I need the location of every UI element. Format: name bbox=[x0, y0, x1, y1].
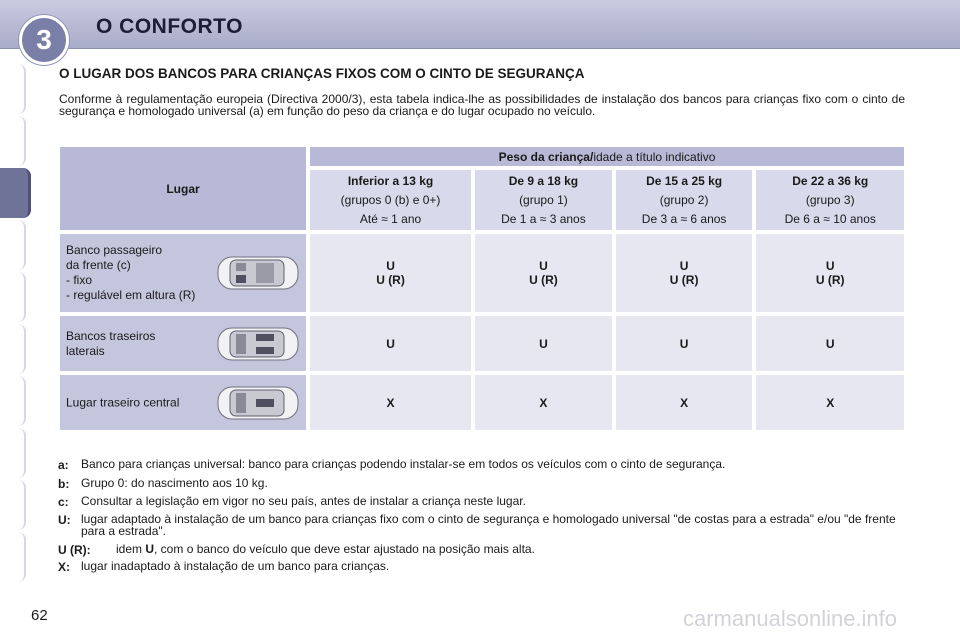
column-weight: Inferior a 13 kg bbox=[347, 173, 434, 188]
table-cell: X bbox=[310, 375, 471, 430]
row-label-line: Bancos traseiros bbox=[66, 328, 156, 343]
footnote-text: Consultar a legislação em vigor no seu país, antes de instalar a criança neste lugar. bbox=[81, 494, 526, 508]
footnote-text-bold: U bbox=[145, 542, 155, 556]
footnote-key: c: bbox=[58, 495, 69, 509]
lugar-header-label: Lugar bbox=[166, 181, 200, 196]
chapter-side-tabs bbox=[0, 64, 30, 584]
car-top-view-icon bbox=[216, 384, 300, 422]
weight-column-header bbox=[475, 170, 612, 230]
chapter-number-badge: 3 bbox=[19, 15, 69, 65]
chapter-title: O CONFORTO bbox=[96, 15, 243, 38]
page-number: 62 bbox=[31, 607, 48, 624]
row-label-text bbox=[66, 329, 216, 359]
side-tab-active[interactable] bbox=[0, 168, 31, 218]
column-group: (grupo 1) bbox=[519, 192, 568, 207]
weight-column-header bbox=[756, 170, 904, 230]
intro-paragraph: Conforme à regulamentação europeia (Directiva 2000/3), esta tabela indica-lhe as possibilidades de instalação dos bancos para crianças fixo com o cinto de segurança e homologado universal (a) em função do peso da criança e do lugar ocupado no veículo. bbox=[59, 92, 905, 118]
weight-column-header bbox=[310, 170, 471, 230]
row-label-rear-sides bbox=[60, 316, 306, 371]
side-tab[interactable] bbox=[0, 480, 26, 530]
footnote-text-part: , com o banco do veículo que deve estar ajustado na posição mais alta. bbox=[154, 542, 535, 556]
table-cell: U bbox=[310, 316, 471, 371]
footnote-key: b: bbox=[58, 477, 70, 491]
cell-value: U (R) bbox=[815, 273, 845, 287]
peso-header-bold: Peso da criança/ bbox=[498, 149, 594, 164]
car-top-view-icon bbox=[216, 254, 300, 292]
table-cell: U bbox=[616, 316, 753, 371]
row-label-line: - fixo bbox=[66, 273, 93, 287]
column-age: De 3 a ≈ 6 anos bbox=[641, 211, 727, 226]
side-tab[interactable] bbox=[0, 116, 26, 166]
footnote-text-part: idem bbox=[116, 542, 146, 556]
table-cell: U bbox=[475, 316, 612, 371]
watermark: carmanualsonline.info bbox=[683, 606, 898, 631]
car-top-view-icon bbox=[216, 325, 300, 363]
column-weight: De 15 a 25 kg bbox=[646, 173, 723, 188]
weight-column-header bbox=[616, 170, 753, 230]
row-label-line: da frente (c) bbox=[66, 258, 131, 272]
cell-value: U (R) bbox=[376, 273, 405, 287]
column-age: De 1 a ≈ 3 anos bbox=[501, 211, 586, 226]
table-cell bbox=[756, 234, 904, 312]
cell-value: U bbox=[386, 259, 395, 273]
row-label-text bbox=[66, 395, 216, 410]
peso-header-rest: idade a título indicativo bbox=[593, 149, 716, 164]
peso-header bbox=[310, 147, 904, 166]
cell-value: U bbox=[825, 259, 835, 273]
column-group: (grupo 3) bbox=[805, 192, 855, 207]
row-label-text bbox=[66, 243, 216, 303]
side-tab[interactable] bbox=[0, 64, 26, 114]
cell-value: U bbox=[539, 259, 548, 273]
row-label-front-passenger bbox=[60, 234, 306, 312]
table-cell bbox=[616, 234, 753, 312]
side-tab[interactable] bbox=[0, 428, 26, 478]
footnote-text: Banco para crianças universal: banco para crianças podendo instalar-se em todos os veículos com o cinto de segurança. bbox=[81, 457, 726, 471]
table-cell: X bbox=[475, 375, 612, 430]
footnote-key: a: bbox=[58, 458, 69, 472]
side-tab[interactable] bbox=[0, 532, 26, 582]
footnote-text: lugar inadaptado à instalação de um banco para crianças. bbox=[81, 559, 390, 573]
table-cell bbox=[475, 234, 612, 312]
row-label-line: laterais bbox=[66, 343, 105, 358]
section-title: O LUGAR DOS BANCOS PARA CRIANÇAS FIXOS COM O CINTO DE SEGURANÇA bbox=[59, 66, 585, 81]
footnote-key: U (R): bbox=[58, 543, 91, 557]
column-weight: De 9 a 18 kg bbox=[508, 173, 579, 188]
footnote-key: X: bbox=[58, 560, 70, 574]
side-tab[interactable] bbox=[0, 272, 26, 322]
footnote-key: U: bbox=[58, 513, 71, 527]
row-label-line: Lugar traseiro central bbox=[66, 395, 180, 409]
row-label-line: - regulável em altura (R) bbox=[66, 288, 196, 302]
table-cell: X bbox=[756, 375, 904, 430]
table-cell bbox=[310, 234, 471, 312]
side-tab[interactable] bbox=[0, 324, 26, 374]
lugar-header bbox=[60, 147, 306, 230]
footnote-text: lugar adaptado à instalação de um banco para crianças fixo com o cinto de segurança e homologado universal "de costas para a estrada" e/ou "de frente para a estrada". bbox=[81, 512, 896, 538]
table-cell: X bbox=[616, 375, 753, 430]
column-age: Até ≈ 1 ano bbox=[359, 211, 422, 226]
column-group: (grupos 0 (b) e 0+) bbox=[340, 192, 441, 207]
footnote-text bbox=[116, 543, 942, 555]
cell-value: U (R) bbox=[529, 273, 558, 287]
column-age: De 6 a ≈ 10 anos bbox=[784, 211, 876, 226]
column-group: (grupo 2) bbox=[659, 192, 709, 207]
column-weight: De 22 a 36 kg bbox=[792, 173, 869, 188]
side-tab[interactable] bbox=[0, 376, 26, 426]
cell-value: U bbox=[679, 259, 689, 273]
cell-value: U (R) bbox=[669, 273, 699, 287]
side-tab[interactable] bbox=[0, 220, 26, 270]
row-label-rear-center bbox=[60, 375, 306, 430]
table-cell: U bbox=[756, 316, 904, 371]
child-seat-table bbox=[56, 143, 908, 434]
footnote-text: Grupo 0: do nascimento aos 10 kg. bbox=[81, 476, 268, 490]
row-label-line: Banco passageiro bbox=[66, 243, 163, 257]
